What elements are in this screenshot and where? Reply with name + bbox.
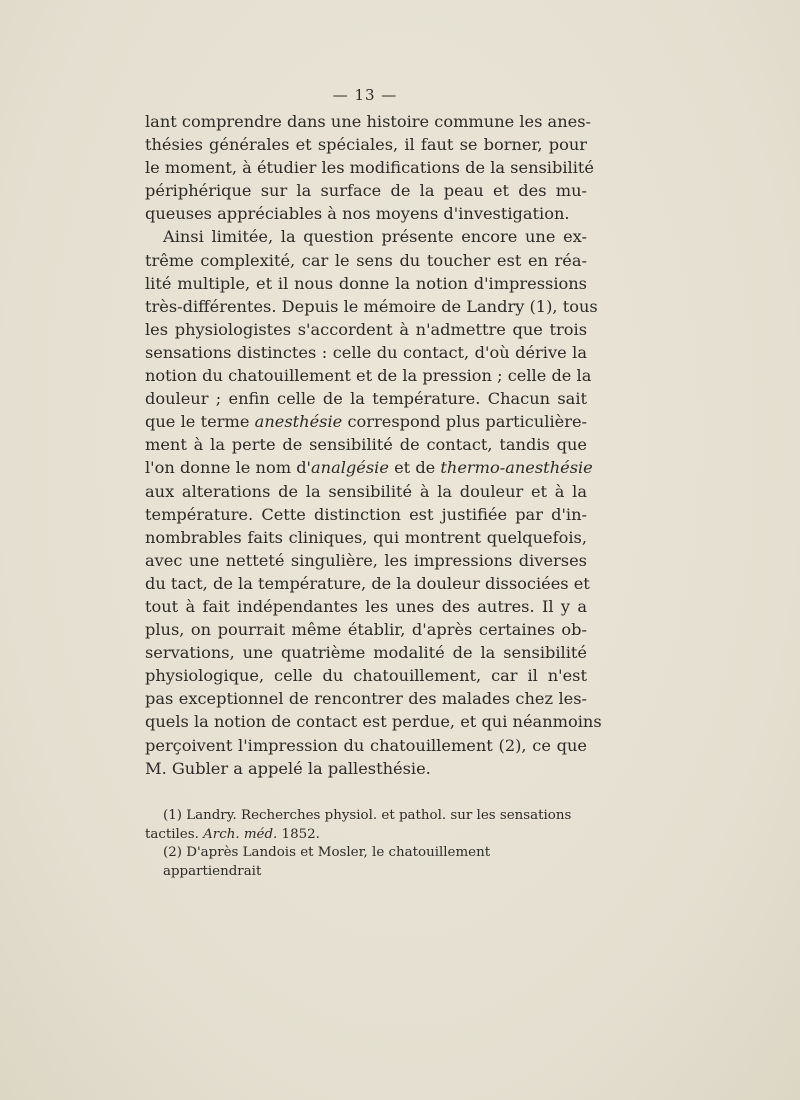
text-segment: que le terme xyxy=(145,412,255,432)
text-line: douleur ; enfin celle de la température. Chacun sait xyxy=(145,389,587,409)
text-segment: et de xyxy=(388,458,441,478)
text-segment: l'on donne le nom d' xyxy=(145,458,312,478)
text-segment: tactiles. xyxy=(145,826,204,842)
main-text xyxy=(145,110,602,780)
text-line: trême complexité, car le sens du toucher est en réa- xyxy=(145,250,587,270)
text-line: lant comprendre dans une histoire commune les anes- xyxy=(145,112,591,131)
footnotes xyxy=(145,807,587,881)
text-line: notion du chatouillement et de la pression ; celle de la xyxy=(145,366,592,386)
text-line: nombrables faits cliniques, qui montrent quelquefois, xyxy=(145,527,587,547)
text-line: périphérique sur la surface de la peau et des mu- xyxy=(145,181,587,201)
text-line: les physiologistes s'accordent à n'admettre que trois xyxy=(145,319,587,339)
italic-term: analgésie xyxy=(311,458,389,478)
text-line: Ainsi limitée, la question présente encore une ex- xyxy=(163,227,587,247)
text-line: température. Cette distinction est justifiée par d'in- xyxy=(145,504,587,524)
text-line: lité multiple, et il nous donne la notion d'impressions xyxy=(145,273,587,293)
italic-term: anesthésie xyxy=(254,412,343,432)
text-line xyxy=(145,456,593,479)
text-line: thésies générales et spéciales, il faut se borner, pour xyxy=(145,135,587,155)
text-line: physiologique, celle du chatouillement, car il n'est xyxy=(145,666,587,686)
text-line: le moment, à étudier les modifications de la sensibilité xyxy=(145,158,594,178)
text-line: sensations distinctes : celle du contact, d'où dérive la xyxy=(145,342,587,362)
text-line: très-différentes. Depuis le mémoire de Landry (1), tous xyxy=(145,296,598,316)
text-line: M. Gubler a appelé la pallesthésie. xyxy=(145,758,431,778)
text-line xyxy=(145,410,587,433)
text-line: tout à fait indépendantes les unes des autres. Il y a xyxy=(145,596,587,616)
text-line: plus, on pourrait même établir, d'après certaines ob- xyxy=(145,620,587,640)
text-line: perçoivent l'impression du chatouillement (2), ce que xyxy=(145,735,587,755)
text-line: aux alterations de la sensibilité à la douleur et à la xyxy=(145,481,587,501)
text-line: servations, une quatrième modalité de la sensibilité xyxy=(145,643,587,663)
text-line: avec une netteté singulière, les impressions diverses xyxy=(145,550,587,570)
footnote-1: (1) Landry. Recherches physiol. et pathol. sur les sensations xyxy=(163,808,572,823)
text-segment: 1852. xyxy=(277,826,320,842)
text-line: queuses appréciables à nos moyens d'investigation. xyxy=(145,204,570,224)
footnote-2: (2) D'après Landois et Mosler, le chatouillement appartiendrait xyxy=(163,845,491,879)
italic-term: thermo-anesthésie xyxy=(440,458,593,478)
text-segment: correspond plus particulière- xyxy=(342,412,587,432)
italic-term: Arch. méd. xyxy=(203,826,278,842)
text-line: ment à la perte de sensibilité de contact, tandis que xyxy=(145,435,587,455)
footnote-1-continuation xyxy=(145,826,587,845)
text-line: du tact, de la température, de la douleur dissociées et xyxy=(145,573,590,593)
text-line: quels la notion de contact est perdue, et qui néanmoins xyxy=(145,712,602,732)
page-number: — 13 — xyxy=(332,86,398,104)
text-line: pas exceptionnel de rencontrer des malades chez les- xyxy=(145,689,587,709)
